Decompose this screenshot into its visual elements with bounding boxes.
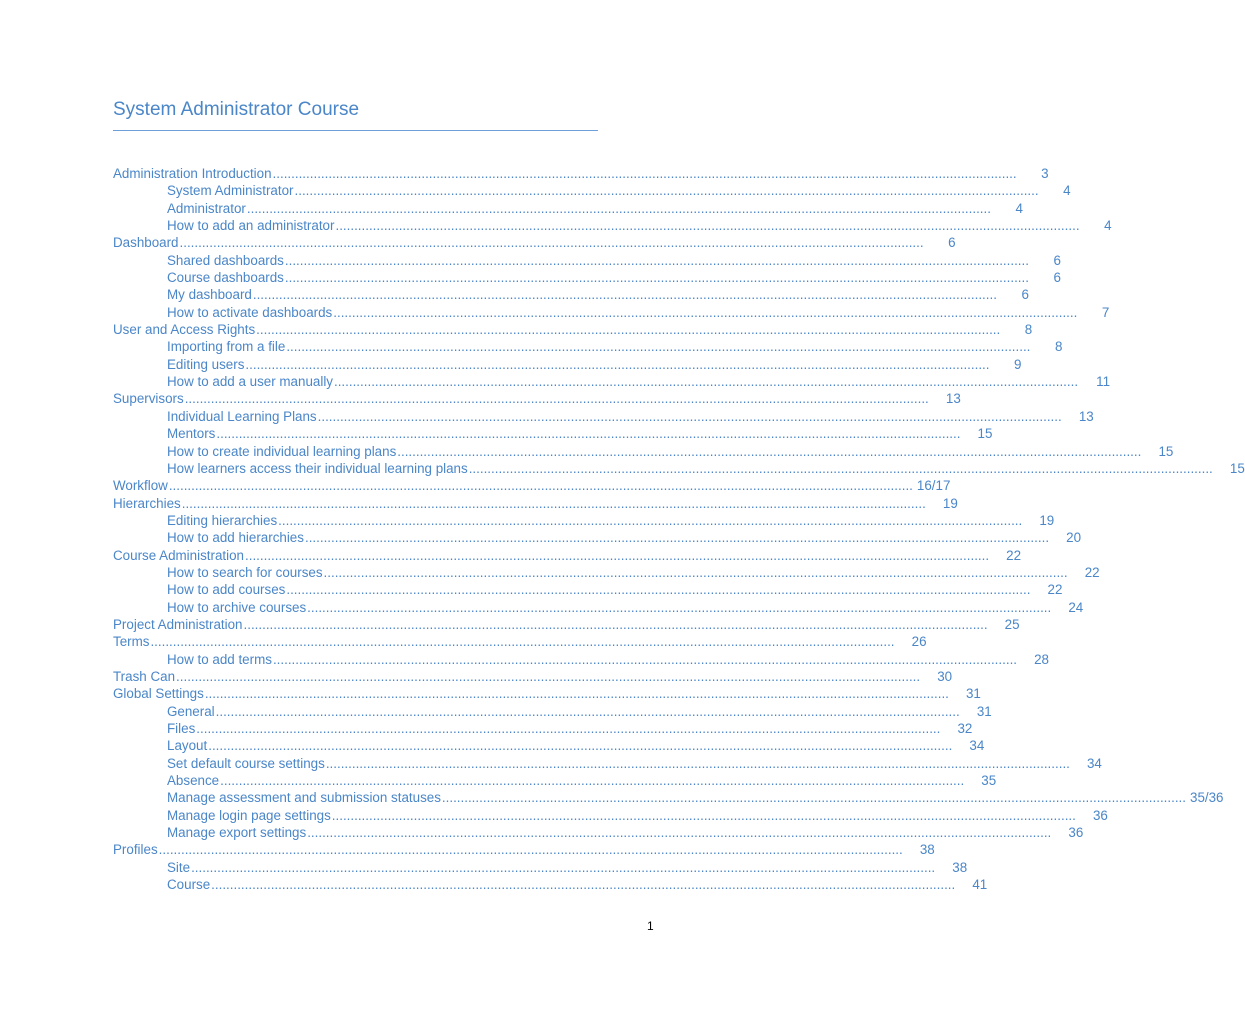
toc-entry-label: Manage assessment and submission statuses <box>167 790 441 806</box>
toc-entry[interactable] <box>113 182 1071 199</box>
toc-dot-leader: ........................................................................................................................................................................................................ <box>216 426 961 442</box>
toc-dot-leader: ........................................................................................................................................................................................................ <box>176 668 921 684</box>
toc-entry[interactable] <box>113 460 1245 477</box>
toc-dot-leader: ........................................................................................................................................................................................................ <box>211 877 956 893</box>
toc-entry[interactable] <box>113 304 1110 321</box>
toc-dot-leader: ........................................................................................................................................................................................................ <box>243 616 988 632</box>
toc-entry-page: 9 <box>1014 356 1022 372</box>
toc-entry[interactable] <box>113 633 927 650</box>
toc-entry[interactable] <box>113 356 1022 373</box>
toc-entry-label: Course dashboards <box>167 270 284 286</box>
toc-dot-leader: ........................................................................................................................................................................................................ <box>158 842 903 858</box>
toc-entry-label: Course Administration <box>113 547 244 563</box>
toc-entry[interactable] <box>113 789 1224 806</box>
toc-dot-leader: ........................................................................................................................................................................................................ <box>256 322 1001 338</box>
toc-dot-leader: ........................................................................................................................................................................................................ <box>215 703 960 719</box>
toc-dot-leader: ........................................................................................................................................................................................................ <box>245 356 990 372</box>
toc-entry-label: How to archive courses <box>167 599 307 615</box>
toc-dot-leader: ........................................................................................................................................................................................................ <box>204 686 949 702</box>
toc-entry-page: 26 <box>911 634 927 650</box>
toc-dot-leader: ........................................................................................................................................................................................................ <box>286 582 1031 598</box>
toc-entry-page: 31 <box>976 703 992 719</box>
toc-entry[interactable] <box>113 841 935 858</box>
toc-entry-label: Individual Learning Plans <box>167 408 317 424</box>
toc-entry-label: How to add an administrator <box>167 218 335 234</box>
toc-entry-label: How to search for courses <box>167 564 323 580</box>
toc-entry-label: Set default course settings <box>167 755 325 771</box>
toc-entry[interactable] <box>113 807 1108 824</box>
toc-dot-leader: ........................................................................................................................................................................................................ <box>325 755 1070 771</box>
toc-entry-label: Manage export settings <box>167 825 307 841</box>
toc-entry-page: 22 <box>1047 582 1063 598</box>
toc-entry-page: 4 <box>1104 218 1112 234</box>
toc-entry-label: System Administrator <box>167 183 294 199</box>
toc-entry-page: 8 <box>1024 322 1033 338</box>
toc-entry-page: 4 <box>1015 200 1023 216</box>
toc-entry[interactable] <box>113 737 985 754</box>
toc-entry[interactable] <box>113 668 953 685</box>
toc-dot-leader: ........................................................................................................................................................................................................ <box>272 166 1017 181</box>
toc-entry-label: How to add terms <box>167 651 272 667</box>
toc-dot-leader: ........................................................................................................................................................................................................ <box>304 530 1050 546</box>
toc-entry-label: How to activate dashboards <box>167 304 333 320</box>
toc-entry-page: 22 <box>1084 564 1100 580</box>
toc-entry-page: 11 <box>1096 374 1111 390</box>
toc-dot-leader: ........................................................................................................................................................................................................ <box>284 252 1029 268</box>
toc-entry-label: Hierarchies <box>113 495 181 511</box>
toc-entry-page: 22 <box>1006 547 1022 563</box>
toc-entry[interactable] <box>113 321 1033 338</box>
toc-entry-page: 35/36 <box>1190 790 1224 806</box>
toc-entry-page: 4 <box>1063 183 1071 199</box>
toc-dot-leader: ........................................................................................................................................................................................................ <box>441 790 1186 806</box>
toc-entry[interactable] <box>113 252 1061 269</box>
toc-entry-page: 20 <box>1066 530 1082 546</box>
toc-entry-page: 28 <box>1034 651 1050 667</box>
toc-entry-page: 8 <box>1054 339 1063 355</box>
toc-entry-label: Shared dashboards <box>167 252 284 268</box>
toc-entry-page: 13 <box>1078 408 1094 424</box>
toc-entry-page: 38 <box>952 859 968 875</box>
toc-entry-label: Dashboard <box>113 235 179 251</box>
toc-entry[interactable] <box>113 200 1023 217</box>
toc-dot-leader: ........................................................................................................................................................................................................ <box>331 807 1076 823</box>
toc-entry-label: User and Access Rights <box>113 322 256 338</box>
toc-entry-label: Administration Introduction <box>113 166 272 181</box>
toc-dot-leader: ........................................................................................................................................................................................................ <box>208 738 953 754</box>
toc-entry-label: Profiles <box>113 842 158 858</box>
toc-entry-page: 36 <box>1068 825 1084 841</box>
title-divider <box>113 130 598 131</box>
toc-entry-page: 7 <box>1101 304 1110 320</box>
table-of-contents <box>113 165 1245 893</box>
toc-entry-page: 32 <box>957 721 973 736</box>
toc-dot-leader: ........................................................................................................................................................................................................ <box>168 478 913 494</box>
toc-entry-page: 16/17 <box>916 478 951 494</box>
toc-entry-page: 3 <box>1041 166 1049 181</box>
toc-dot-leader: ........................................................................................................................................................................................................ <box>333 304 1078 320</box>
toc-entry[interactable] <box>113 425 993 442</box>
toc-entry[interactable] <box>113 269 1061 286</box>
toc-entry[interactable] <box>113 772 997 789</box>
toc-entry-label: Global Settings <box>113 686 204 702</box>
toc-entry-label: Course <box>167 877 211 893</box>
toc-entry[interactable] <box>113 390 961 407</box>
toc-dot-leader: ........................................................................................................................................................................................................ <box>278 512 1023 528</box>
toc-dot-leader: ........................................................................................................................................................................................................ <box>284 270 1029 286</box>
toc-entry-page: 30 <box>937 668 953 684</box>
toc-entry-label: Site <box>167 859 191 875</box>
toc-entry[interactable] <box>113 720 973 737</box>
toc-entry[interactable] <box>113 373 1111 390</box>
toc-entry[interactable] <box>113 599 1084 616</box>
toc-entry-label: How to create individual learning plans <box>167 443 397 459</box>
toc-entry[interactable] <box>113 564 1100 581</box>
toc-entry-page: 19 <box>942 495 958 511</box>
toc-entry-label: How to add hierarchies <box>167 530 304 546</box>
toc-dot-leader: ........................................................................................................................................................................................................ <box>179 235 924 251</box>
page-number: 1 <box>647 919 654 933</box>
toc-entry[interactable] <box>113 824 1084 841</box>
toc-entry[interactable] <box>113 338 1063 355</box>
toc-dot-leader: ........................................................................................................................................................................................................ <box>184 391 929 407</box>
toc-entry-label: Importing from a file <box>167 339 286 355</box>
toc-dot-leader: ........................................................................................................................................................................................................ <box>397 443 1142 459</box>
toc-entry[interactable] <box>113 685 981 702</box>
toc-entry-page: 35 <box>981 773 997 789</box>
toc-dot-leader: ........................................................................................................................................................................................................ <box>317 408 1062 424</box>
toc-entry[interactable] <box>113 217 1112 234</box>
toc-entry[interactable] <box>113 477 951 494</box>
toc-entry-page: 15 <box>1229 460 1245 476</box>
toc-entry-label: Workflow <box>113 478 168 494</box>
toc-entry-label: Files <box>167 721 196 736</box>
toc-dot-leader: ........................................................................................................................................................................................................ <box>307 825 1052 841</box>
toc-entry-page: 6 <box>1021 287 1029 303</box>
toc-entry[interactable] <box>113 529 1082 546</box>
toc-entry-label: Manage login page settings <box>167 807 331 823</box>
toc-entry-page: 6 <box>1053 270 1061 286</box>
toc-entry[interactable] <box>113 651 1050 668</box>
toc-entry[interactable] <box>113 512 1055 529</box>
toc-entry-page: 25 <box>1004 616 1020 632</box>
toc-entry[interactable] <box>113 443 1174 460</box>
toc-entry-label: Layout <box>167 738 208 754</box>
toc-dot-leader: ........................................................................................................................................................................................................ <box>272 651 1018 667</box>
toc-entry-label: Editing hierarchies <box>167 512 278 528</box>
toc-entry-label: Project Administration <box>113 616 243 632</box>
toc-entry-label: Supervisors <box>113 391 184 407</box>
toc-dot-leader: ........................................................................................................................................................................................................ <box>468 460 1213 476</box>
toc-entry-label: General <box>167 703 215 719</box>
toc-dot-leader: ........................................................................................................................................................................................................ <box>252 287 997 303</box>
toc-entry-page: 38 <box>919 842 935 858</box>
toc-entry-label: Trash Can <box>113 668 176 684</box>
toc-dot-leader: ........................................................................................................................................................................................................ <box>196 721 941 736</box>
toc-entry-label: How to add a user manually <box>167 374 333 390</box>
toc-entry-label: Administrator <box>167 200 246 216</box>
toc-entry[interactable] <box>113 703 992 720</box>
toc-entry[interactable] <box>113 876 988 893</box>
page-title: System Administrator Course <box>113 99 360 120</box>
toc-entry[interactable] <box>113 616 1020 633</box>
toc-dot-leader: ........................................................................................................................................................................................................ <box>246 200 991 216</box>
toc-entry[interactable] <box>113 165 1049 182</box>
toc-entry-page: 41 <box>972 877 988 893</box>
toc-entry-page: 13 <box>945 391 961 407</box>
toc-entry-label: Editing users <box>167 356 245 372</box>
toc-entry-label: Absence <box>167 773 220 789</box>
toc-entry[interactable] <box>113 547 1022 564</box>
toc-dot-leader: ........................................................................................................................................................................................................ <box>307 599 1052 615</box>
toc-entry-page: 15 <box>1158 443 1174 459</box>
toc-entry-page: 15 <box>977 426 993 442</box>
toc-dot-leader: ........................................................................................................................................................................................................ <box>245 547 990 563</box>
toc-entry-page: 34 <box>1086 755 1102 771</box>
toc-entry-page: 19 <box>1039 512 1055 528</box>
toc-dot-leader: ........................................................................................................................................................................................................ <box>323 564 1068 580</box>
toc-entry[interactable] <box>113 581 1063 598</box>
toc-dot-leader: ........................................................................................................................................................................................................ <box>335 218 1080 234</box>
toc-entry[interactable] <box>113 286 1029 303</box>
toc-entry[interactable] <box>113 408 1094 425</box>
toc-entry-page: 34 <box>969 738 985 754</box>
toc-entry-page: 24 <box>1068 599 1084 615</box>
toc-entry-page: 6 <box>948 235 956 251</box>
toc-dot-leader: ........................................................................................................................................................................................................ <box>220 773 965 789</box>
toc-entry-label: Terms <box>113 634 150 650</box>
toc-entry-label: Mentors <box>167 426 216 442</box>
toc-entry-label: My dashboard <box>167 287 252 303</box>
toc-entry-page: 36 <box>1092 807 1108 823</box>
toc-entry-page: 31 <box>965 686 981 702</box>
toc-dot-leader: ........................................................................................................................................................................................................ <box>294 183 1039 199</box>
toc-entry[interactable] <box>113 755 1102 772</box>
toc-entry[interactable] <box>113 495 958 512</box>
toc-dot-leader: ........................................................................................................................................................................................................ <box>191 859 936 875</box>
toc-dot-leader: ........................................................................................................................................................................................................ <box>150 634 895 650</box>
toc-entry[interactable] <box>113 859 968 876</box>
toc-entry[interactable] <box>113 234 956 251</box>
toc-entry-label: How learners access their individual learning plans <box>167 460 468 476</box>
toc-entry-page: 6 <box>1053 252 1061 268</box>
toc-dot-leader: ........................................................................................................................................................................................................ <box>181 495 926 511</box>
toc-dot-leader: ........................................................................................................................................................................................................ <box>286 339 1031 355</box>
toc-entry-label: How to add courses <box>167 582 286 598</box>
toc-dot-leader: ........................................................................................................................................................................................................ <box>333 374 1079 390</box>
